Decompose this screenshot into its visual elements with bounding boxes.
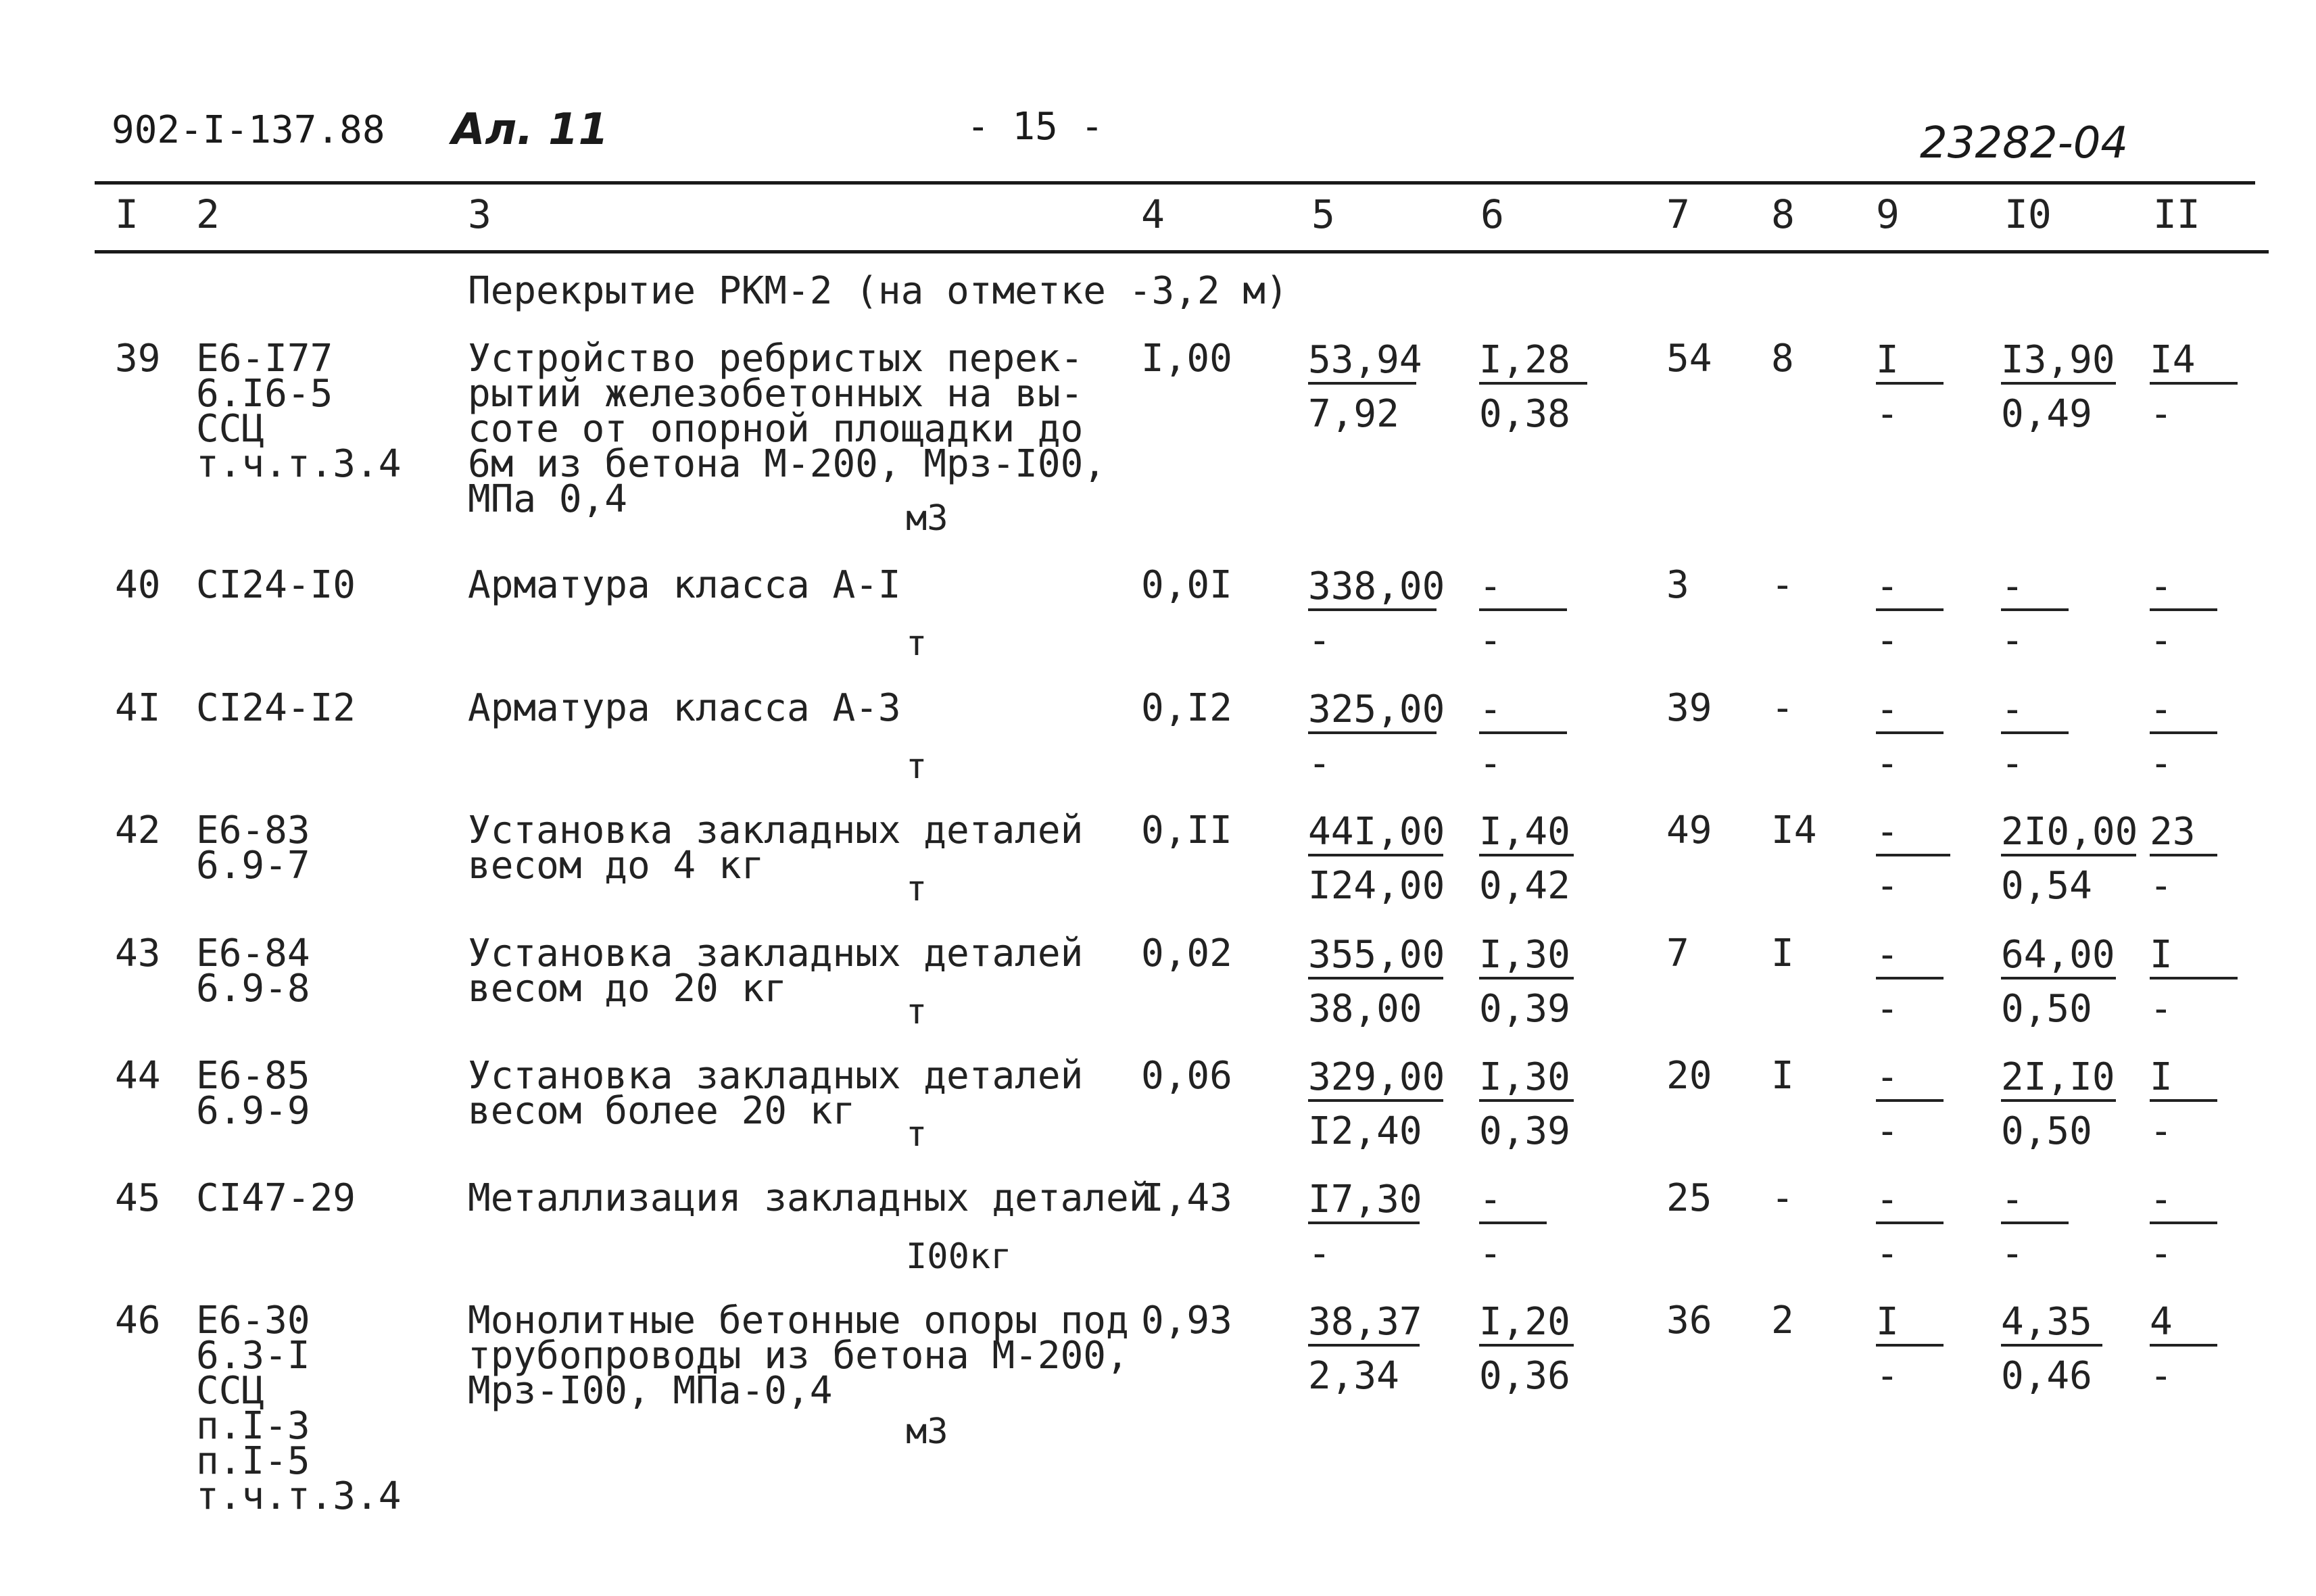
col6-top: - [1479, 1181, 1547, 1224]
row-number: 46 [115, 1299, 161, 1343]
col6-top: I,28 [1479, 341, 1587, 385]
col7-value: 54 [1666, 337, 1712, 381]
row-number: 40 [115, 563, 161, 607]
section-title: Перекрытие РКМ-2 (на отметке -3,2 м) [468, 269, 1288, 313]
col-header-7: 7 [1666, 191, 1690, 237]
row-number: 42 [115, 808, 161, 852]
row-description: Арматура класса А-I [468, 563, 901, 607]
col-header-1: I [115, 191, 139, 237]
col11-top: I [2150, 936, 2238, 980]
document-code: 902-I-137.88 [112, 108, 385, 152]
col7-value: 36 [1666, 1299, 1712, 1343]
col6-fraction [1479, 933, 1574, 1031]
col6-top: I,30 [1479, 936, 1574, 980]
col8-value: - [1771, 563, 1794, 607]
row-unit: м3 [906, 498, 948, 539]
col10-bottom: - [2001, 742, 2024, 785]
col9-fraction [1876, 338, 1944, 436]
col10-bottom: 0,50 [2001, 1109, 2092, 1153]
row-unit: I00кг [906, 1236, 1012, 1277]
col9-top: - [1876, 1059, 1944, 1102]
col6-fraction [1479, 1178, 1547, 1276]
col11-top: - [2150, 1181, 2217, 1224]
col9-top: - [1876, 568, 1944, 611]
col8-value: 8 [1771, 337, 1794, 381]
row-number: 44 [115, 1054, 161, 1098]
col6-fraction [1479, 338, 1587, 436]
col11-fraction [2150, 338, 2238, 436]
col11-top: 23 [2150, 813, 2217, 856]
col10-top: - [2001, 568, 2069, 611]
col6-top: I,40 [1479, 813, 1574, 856]
row-unit: т [906, 992, 927, 1032]
col-header-8: 8 [1771, 191, 1795, 237]
row-quantity: 0,0I [1141, 563, 1232, 607]
row-unit: т [906, 1114, 927, 1155]
header-rule-top [95, 181, 2255, 185]
col6-bottom: 0,38 [1479, 392, 1570, 436]
header-rule-bottom [95, 250, 2269, 253]
col6-bottom: 0,39 [1479, 987, 1570, 1031]
col9-bottom: - [1876, 742, 1899, 785]
row-quantity: 0,II [1141, 808, 1232, 852]
col6-fraction [1479, 1055, 1574, 1153]
row-unit: т [906, 746, 927, 787]
col9-top: - [1876, 691, 1944, 734]
col-header-5: 5 [1311, 191, 1335, 237]
row-number: 45 [115, 1176, 161, 1220]
col-header-9: 9 [1876, 191, 1900, 237]
col11-bottom: - [2150, 1232, 2173, 1276]
col-header-3: 3 [468, 191, 491, 237]
col8-value: I4 [1771, 808, 1817, 852]
col11-bottom: - [2150, 392, 2173, 436]
col10-fraction [2001, 1055, 2116, 1153]
col10-fraction [2001, 1178, 2069, 1276]
col5-fraction [1308, 564, 1445, 662]
col11-top: - [2150, 691, 2217, 734]
col9-fraction [1876, 687, 1944, 785]
col5-bottom: - [1308, 1232, 1331, 1276]
row-number: 39 [115, 337, 161, 381]
col5-bottom: I24,00 [1308, 864, 1445, 908]
col10-top: - [2001, 1181, 2069, 1224]
col6-fraction [1479, 810, 1574, 908]
col7-value: 25 [1666, 1176, 1712, 1220]
col6-top: - [1479, 568, 1567, 611]
col9-bottom: - [1876, 864, 1899, 908]
col9-bottom: - [1876, 987, 1899, 1031]
row-description: Монолитные бетонные опоры под трубопроводы из бетона М-200, Мрз-I00, МПа-0,4 [468, 1299, 1129, 1413]
col5-top: 38,37 [1308, 1303, 1420, 1347]
col10-bottom: - [2001, 619, 2024, 662]
col9-fraction [1876, 933, 1944, 1031]
col6-bottom: 0,36 [1479, 1354, 1570, 1398]
row-number: 4I [115, 686, 161, 730]
col10-fraction [2001, 810, 2138, 908]
col5-fraction [1308, 1300, 1422, 1398]
row-code: Е6-84 6.9-8 [196, 932, 310, 1011]
col11-fraction [2150, 1300, 2217, 1398]
col5-bottom: - [1308, 619, 1331, 662]
album-label: Ал. 11 [452, 105, 609, 155]
col9-top: I [1876, 341, 1944, 385]
col5-fraction [1308, 687, 1445, 785]
col10-bottom: 0,50 [2001, 987, 2092, 1031]
col9-top: I [1876, 1303, 1944, 1347]
col5-bottom: 7,92 [1308, 392, 1399, 436]
col5-top: 329,00 [1308, 1059, 1443, 1102]
col10-fraction [2001, 1300, 2102, 1398]
col-header-11: II [2153, 191, 2200, 237]
col11-bottom: - [2150, 742, 2173, 785]
col10-bottom: 0,49 [2001, 392, 2092, 436]
col7-value: 7 [1666, 932, 1689, 975]
page-number: - 15 - [967, 105, 1104, 149]
col6-fraction [1479, 1300, 1574, 1398]
col-header-4: 4 [1141, 191, 1165, 237]
col6-top: I,30 [1479, 1059, 1574, 1102]
col11-bottom: - [2150, 987, 2173, 1031]
row-code: СI24-I0 [196, 563, 356, 607]
col11-top: I4 [2150, 341, 2238, 385]
col8-value: I [1771, 932, 1794, 975]
col10-top: 2I0,00 [2001, 813, 2136, 856]
col11-top: I [2150, 1059, 2217, 1102]
col10-fraction [2001, 338, 2116, 436]
row-description: Установка закладных деталей весом до 4 кг [468, 808, 1084, 888]
col6-bottom: 0,39 [1479, 1109, 1570, 1153]
col6-fraction [1479, 687, 1567, 785]
col5-fraction [1308, 810, 1445, 908]
row-quantity: 0,06 [1141, 1054, 1232, 1098]
row-code: СI47-29 [196, 1176, 356, 1220]
col7-value: 20 [1666, 1054, 1712, 1098]
col5-bottom: 2,34 [1308, 1354, 1399, 1398]
col11-fraction [2150, 564, 2217, 662]
col8-value: - [1771, 1176, 1794, 1220]
row-quantity: 0,02 [1141, 932, 1232, 975]
col9-bottom: - [1876, 1232, 1899, 1276]
col10-top: 4,35 [2001, 1303, 2102, 1347]
col10-fraction [2001, 564, 2069, 662]
col-header-2: 2 [196, 191, 220, 237]
col11-bottom: - [2150, 864, 2173, 908]
col6-bottom: 0,42 [1479, 864, 1570, 908]
row-quantity: 0,I2 [1141, 686, 1232, 730]
row-number: 43 [115, 932, 161, 975]
row-description: Металлизация закладных деталей [468, 1176, 1152, 1220]
col11-top: - [2150, 568, 2217, 611]
col9-bottom: - [1876, 619, 1899, 662]
right-code: 23282-04 [1920, 118, 2129, 168]
row-quantity: I,43 [1141, 1176, 1232, 1220]
col10-bottom: 0,46 [2001, 1354, 2092, 1398]
col6-top: I,20 [1479, 1303, 1574, 1347]
col11-bottom: - [2150, 1109, 2173, 1153]
col7-value: 39 [1666, 686, 1712, 730]
col8-value: I [1771, 1054, 1794, 1098]
row-unit: т [906, 869, 927, 909]
col9-bottom: - [1876, 392, 1899, 436]
col9-top: - [1876, 813, 1950, 856]
col8-value: - [1771, 686, 1794, 730]
row-description: Установка закладных деталей весом до 20 кг [468, 932, 1084, 1011]
col9-fraction [1876, 564, 1944, 662]
col10-top: 64,00 [2001, 936, 2116, 980]
col11-fraction [2150, 687, 2217, 785]
row-code: Е6-I77 6.I6-5 ССЦ т.ч.т.3.4 [196, 337, 402, 486]
col9-fraction [1876, 810, 1950, 908]
col11-fraction [2150, 1055, 2217, 1153]
row-description: Установка закладных деталей весом более 20 кг [468, 1054, 1084, 1133]
col11-fraction [2150, 810, 2217, 908]
col5-bottom: 38,00 [1308, 987, 1422, 1031]
col6-bottom: - [1479, 619, 1502, 662]
col10-bottom: - [2001, 1232, 2024, 1276]
col9-fraction [1876, 1300, 1944, 1398]
col5-top: 338,00 [1308, 568, 1437, 611]
col6-fraction [1479, 564, 1567, 662]
row-unit: м3 [906, 1411, 948, 1452]
col5-bottom: I2,40 [1308, 1109, 1422, 1153]
row-description: Устройство ребристых перек- рытий железобетонных на вы- соте от опорной площадки до 6м из бетона М-200, Мрз-I00, МПа 0,4 [468, 337, 1107, 521]
row-code: Е6-85 6.9-9 [196, 1054, 310, 1133]
col9-top: - [1876, 936, 1944, 980]
row-quantity: 0,93 [1141, 1299, 1232, 1343]
col9-fraction [1876, 1055, 1944, 1153]
col5-top: 355,00 [1308, 936, 1443, 980]
row-description: Арматура класса А-3 [468, 686, 901, 730]
col6-bottom: - [1479, 742, 1502, 785]
col10-bottom: 0,54 [2001, 864, 2092, 908]
col5-fraction [1308, 338, 1422, 436]
row-code: Е6-30 6.3-I ССЦ п.I-3 п.I-5 т.ч.т.3.4 [196, 1299, 402, 1518]
col5-fraction [1308, 1055, 1445, 1153]
col6-top: - [1479, 691, 1567, 734]
row-code: СI24-I2 [196, 686, 356, 730]
col7-value: 49 [1666, 808, 1712, 852]
col-header-6: 6 [1480, 191, 1504, 237]
col7-value: 3 [1666, 563, 1689, 607]
col6-bottom: - [1479, 1232, 1502, 1276]
col-header-10: I0 [2004, 191, 2052, 237]
col5-top: 44I,00 [1308, 813, 1443, 856]
col5-top: 53,94 [1308, 341, 1416, 385]
col11-top: 4 [2150, 1303, 2217, 1347]
col11-bottom: - [2150, 619, 2173, 662]
col10-top: - [2001, 691, 2069, 734]
col10-top: I3,90 [2001, 341, 2116, 385]
col10-fraction [2001, 933, 2116, 1031]
col9-bottom: - [1876, 1109, 1899, 1153]
col10-top: 2I,I0 [2001, 1059, 2116, 1102]
col11-bottom: - [2150, 1354, 2173, 1398]
col5-bottom: - [1308, 742, 1331, 785]
col5-fraction [1308, 1178, 1422, 1276]
col5-fraction [1308, 933, 1445, 1031]
row-quantity: I,00 [1141, 337, 1232, 381]
col11-fraction [2150, 933, 2238, 1031]
col11-fraction [2150, 1178, 2217, 1276]
col8-value: 2 [1771, 1299, 1794, 1343]
col5-top: 325,00 [1308, 691, 1437, 734]
col9-bottom: - [1876, 1354, 1899, 1398]
col9-top: - [1876, 1181, 1944, 1224]
row-code: Е6-83 6.9-7 [196, 808, 310, 888]
col10-fraction [2001, 687, 2069, 785]
row-unit: т [906, 623, 927, 664]
col9-fraction [1876, 1178, 1944, 1276]
col5-top: I7,30 [1308, 1181, 1420, 1224]
